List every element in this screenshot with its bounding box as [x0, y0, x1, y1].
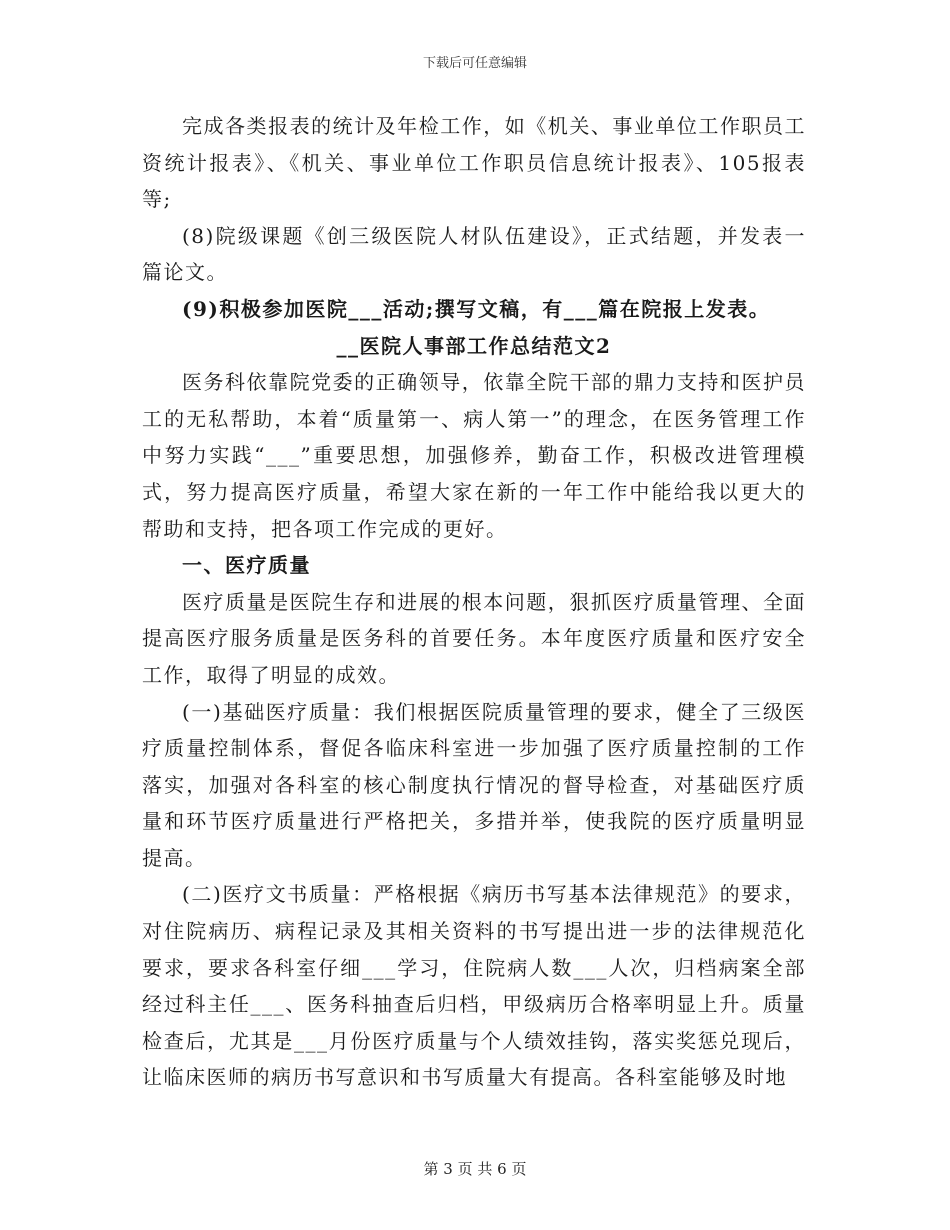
paragraph-report-statistics: 完成各类报表的统计及年检工作，如《机关、事业单位工作职员工资统计报表》、《机关、事业单位工作职员信息统计报表》、105报表等; [142, 114, 806, 212]
paragraph-item-9: (9)积极参加医院___活动;撰写文稿，有___篇在院报上发表。 [182, 296, 771, 321]
page-header-note: 下载后可任意编辑 [422, 56, 527, 71]
document-body [142, 108, 806, 1096]
subheading-medical-quality: 一、医疗质量 [182, 553, 311, 578]
paragraph-intro: 医务科依靠院党委的正确领导，依靠全院干部的鼎力支持和医护员工的无私帮助，本着“质量第一、病人第一”的理念，在医务管理工作中努力实践“___”重要思想，加强修养，勤奋工作，积极改进管理模式，努力提高医疗质量，希望大家在新的一年工作中能给我以更大的帮助和支持，把各项工作完成的更好。 [142, 370, 806, 541]
paragraph-basic-quality: (一)基础医疗质量：我们根据医院质量管理的要求，健全了三级医疗质量控制体系，督促各临床科室进一步加强了医疗质量控制的工作落实，加强对各科室的核心制度执行情况的督导检查，对基础医疗质量和环节医疗质量进行严格把关，多措并举，使我院的医疗质量明显提高。 [142, 699, 806, 870]
page-number: 第 3 页 共 6 页 [423, 1160, 527, 1178]
paragraph-item-8: (8)院级课题《创三级医院人材队伍建设》，正式结题，并发表一篇论文。 [142, 223, 806, 285]
section-title: __医院人事部工作总结范文2 [336, 333, 612, 358]
paragraph-document-quality: (二)医疗文书质量：严格根据《病历书写基本法律规范》的要求，对住院病历、病程记录及其相关资料的书写提出进一步的法律规范化要求，要求各科室仔细___学习，住院病人数___人次，归档病案全部经过科主任___、医务科抽查后归档，甲级病历合格率明显上升。质量检查后，尤其是___月份医疗质量与个人绩效挂钩，落实奖惩兑现后，让临床医师的病历书写意识和书写质量大有提高。各科室能够及时地 [142, 882, 806, 1090]
paragraph-quality-overview: 医疗质量是医院生存和进展的根本问题，狠抓医疗质量管理、全面提高医疗服务质量是医务科的首要任务。本年度医疗质量和医疗安全工作，取得了明显的成效。 [142, 589, 806, 687]
